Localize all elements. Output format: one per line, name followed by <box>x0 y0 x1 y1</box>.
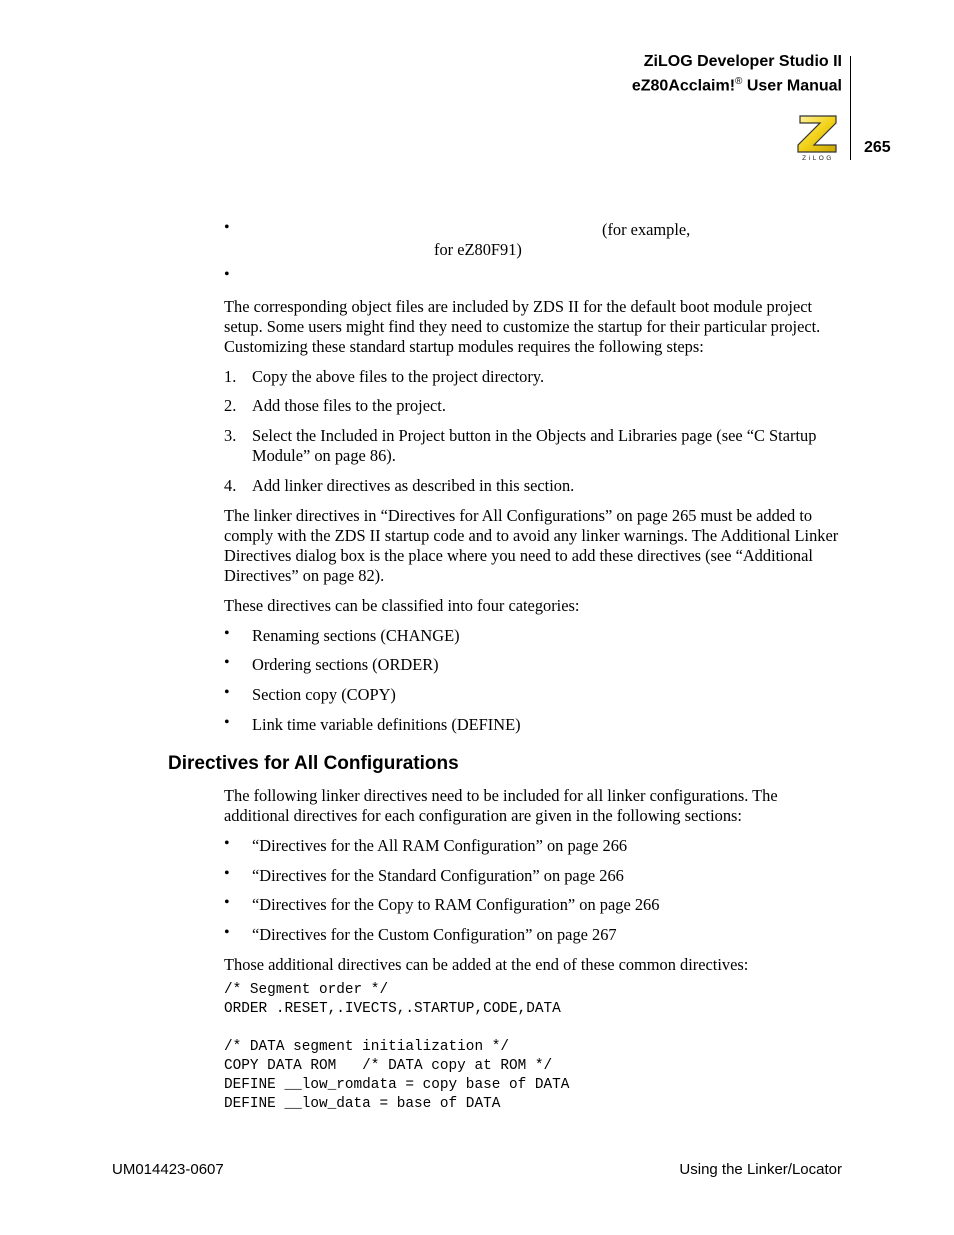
paragraph-all-configs: The following linker directives need to be included for all linker configurations. The additional directives for each configuration are given in the following sections: <box>224 786 778 825</box>
registered-mark: ® <box>735 76 743 87</box>
category-item: Section copy (COPY) <box>252 685 396 704</box>
step-number: 3. <box>224 426 237 445</box>
bullet-icon: • <box>224 714 230 731</box>
paragraph-linker-directives: The linker directives in “Directives for All Configurations” on page 265 must be added to comply with the ZDS II startup code and to avoid any linker warnings. The Additional Linker Directives dialog box is the place where you need to add these directives (see “Additional Directives” on page 82). <box>224 506 839 585</box>
bullet-icon: • <box>224 865 230 882</box>
step-number: 1. <box>224 367 237 386</box>
header-manual: User Manual <box>742 77 842 95</box>
category-item: Ordering sections (ORDER) <box>252 655 439 674</box>
bullet-icon: • <box>224 894 230 911</box>
code-block: /* Segment order */ ORDER .RESET,.IVECTS,.STARTUP,CODE,DATA /* DATA segment initialization */ COPY DATA ROM /* DATA copy at ROM */ DEFINE __low_romdata = copy base of DATA DEFINE __low_data = base of DATA <box>224 982 570 1112</box>
footer-doc-id: UM014423-0607 <box>112 1161 224 1178</box>
step-text: Add linker directives as described in this section. <box>252 476 575 495</box>
step-number: 2. <box>224 396 237 415</box>
config-link-all-ram[interactable]: “Directives for the All RAM Configuration” on page 266 <box>252 836 628 855</box>
config-link-standard[interactable]: “Directives for the Standard Configuration” on page 266 <box>252 866 624 885</box>
bullet-icon: • <box>224 654 230 671</box>
bullet-icon: • <box>224 625 230 642</box>
paragraph-object-files: The corresponding object files are included by ZDS II for the default boot module project setup. Some users might find they need to customize the startup for their particular project. Customizing these standard startup modules requires the following steps: <box>224 297 821 356</box>
page-number: 265 <box>864 139 891 156</box>
step-number: 4. <box>224 476 237 495</box>
category-item: Renaming sections (CHANGE) <box>252 626 460 645</box>
logo-wordmark: ZiLOG <box>802 155 834 161</box>
intro-bullet-1-part2: for eZ80F91) <box>434 240 522 259</box>
step-text: Select the Included in Project button in the Objects and Libraries page (see “C Startup Module” on page 86). <box>252 426 817 465</box>
intro-bullet-1-part1: (for example, <box>602 220 691 239</box>
section-heading: Directives for All Configurations <box>168 753 459 774</box>
config-link-custom[interactable]: “Directives for the Custom Configuration” on page 267 <box>252 925 617 944</box>
step-text: Add those files to the project. <box>252 396 446 415</box>
header-divider <box>850 56 851 160</box>
header-product: eZ80Acclaim! <box>631 77 736 95</box>
zilog-logo <box>794 113 842 161</box>
bullet-icon: • <box>224 219 230 236</box>
step-text: Copy the above files to the project directory. <box>252 367 545 386</box>
header-title-line2 <box>632 72 842 96</box>
config-link-copy-to-ram[interactable]: “Directives for the Copy to RAM Configuration” on page 266 <box>252 895 660 914</box>
category-item: Link time variable definitions (DEFINE) <box>252 715 521 734</box>
bullet-icon: • <box>224 924 230 941</box>
paragraph-additional-directives: Those additional directives can be added at the end of these common directives: <box>224 955 749 974</box>
footer-chapter: Using the Linker/Locator <box>679 1161 842 1178</box>
bullet-icon: • <box>224 835 230 852</box>
bullet-icon: • <box>224 266 230 283</box>
bullet-icon: • <box>224 684 230 701</box>
header-title-line1: ZiLOG Developer Studio II <box>643 53 842 70</box>
paragraph-categories-intro: These directives can be classified into four categories: <box>224 596 580 615</box>
